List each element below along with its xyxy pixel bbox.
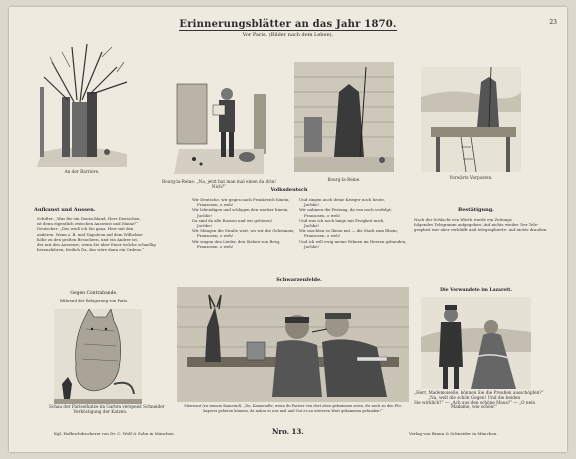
illustration-barrier-tree <box>32 42 132 167</box>
page-subtitle: Vor Paris. (Bilder nach dem Leben). <box>242 32 334 38</box>
broadsheet-page <box>9 7 567 452</box>
illustration-officer-and-lady <box>421 297 531 389</box>
caption-tavern: Stiernaut (zu seinem Kamerad): „Du, Kameradle, wenn du Pariser von dort oben gekommen seien, ihr noch zu den Pfo- kaperei gehören können, da nahm es uns mal und Gut er an weiteren Wart gekommen gefunden!“ <box>184 404 402 413</box>
text-volksdeutsch-col2: Und singen auch deine Krieger noch heute, Juchhe! Wir nahmen die Festung, da von noch verfolgt; Franzosen, o weh! Und was ich noch lange mit Ewigkeit mich, Juchhe! Wir mochten es Ihnen mit — die Stadt zum Rhein; Franzosen, o weh! Und ich will ewig meine Fahnen im Herzen gebunden, Juchhe! <box>299 197 407 249</box>
heading-volksdeutsch: Volksdeutsch <box>270 187 308 193</box>
caption-cat: Schau der Pariserkatze im Garten verspeist Schneider Verköstigung der Katzen. <box>49 404 165 414</box>
page-title: Erinnerungsblätter an das Jahr 1870. <box>179 19 397 30</box>
issue-number: Nro. 13. <box>272 427 304 436</box>
subheading-contrabande: Während der Belagerung von Paris. <box>59 298 129 303</box>
illustration-forward-outpost <box>421 67 521 172</box>
footer-printer: Kgl. Hofbuchdruckerei von Dr. C. Wolf & Sohn in München. <box>54 431 175 436</box>
heading-aufkunst: Aufkunst und Aussen. <box>34 207 96 213</box>
illustration-tavern-soldiers <box>177 287 409 402</box>
caption-barrier: An der Barriere. <box>64 169 100 174</box>
caption-outpost: Vorwärts Vorposten. <box>449 175 493 180</box>
illustration-cat-and-mouse <box>54 309 142 404</box>
footer-publisher: Verlag von Braun & Schneider in München. <box>409 431 498 436</box>
text-volksdeutsch-col1: Wir Deutsche, wir gegen nach Frankreich hinein; Franzosen, o weh! Wir lebendigen und schlagen den wacker hinein, Juchhe! Da sind da alle Russen und wir gehören! Juchhe! Wir Mängen die Straße weit, wo wir die Geheimnis; Franzosen, o weh! Wir singen den Lieder, den Sieben von Berg; Franzosen, o weh! <box>192 197 295 249</box>
heading-bestaetigung: Bestätigung. <box>458 207 494 213</box>
illustration-soldier-reading <box>169 69 269 174</box>
caption-officer: „Herr, Mademoiselle, können Sie die Preußen ausschöpfen?“ „Na, weit die schön Gegen! Und die beiden Sie wirklich?“ — „Ach aus den schöne Maus?“ — „O nein Madame, wie schön!“ <box>414 390 544 410</box>
text-aufkunst: Schifter: „Was für ein Deutschland, Herr Deutschen, ist denn eigentlich zwischen Aussenst und Mainz?“ Deutscher: „Das weiß ich Sie ganz, Herr mit den anderen. Wenn z. B. mal Napoleon auf dem Wilhelms- höhe zu den großen Besuchern, und ein Andrer ist, der mit den Aussenst; wenn Sie aber Einer welche schnellig herausfahren, freilich Da, das wäre dann ein Ordens.“ <box>37 216 156 253</box>
illustration-hooded-sentry <box>294 62 394 172</box>
heading-contrabande: Gegen Contrabande. <box>70 291 118 296</box>
caption-bourg-la-reine-2: Bourg-la-Reine. <box>327 177 361 182</box>
page-number: 23 <box>549 19 557 26</box>
heading-schwarzenfelde: Schwarzenfelde. <box>276 277 322 283</box>
text-bestaetigung: Nach der Schlacht von Wörth wurde ein Zeitungs folgendes Telegramm aufgegeben: Auf nichts wieder. Der Tele- graphist war aber verblüfft und telegraphierte: Auf nichts draußen. <box>414 217 548 233</box>
caption-bourg-la-reine-1: Bourg-la-Reine. „Na, jetzt hat man mal einen da drin! Nich?“ <box>162 179 276 189</box>
heading-lazarett: Die Verwundete im Lazarett. <box>440 288 512 293</box>
